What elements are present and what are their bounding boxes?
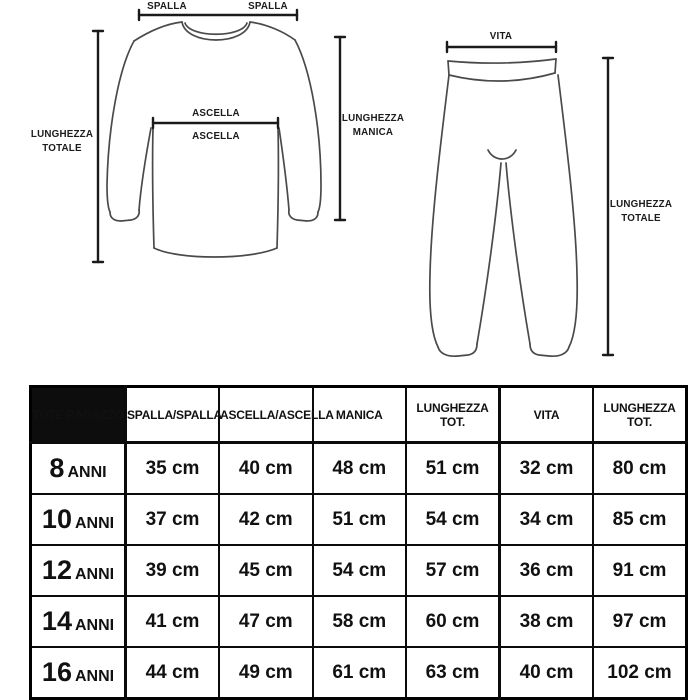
table-header-vita: VITA: [500, 387, 594, 443]
table-header-ascella: ASCELLA/ASCELLA: [219, 387, 313, 443]
pants-length-label: [610, 199, 672, 224]
table-cell: 41 cm: [126, 596, 220, 647]
shirt-chest-label-bottom: ASCELLA: [192, 131, 240, 142]
table-cell: 49 cm: [219, 647, 313, 699]
table-header-lunghezza-tot-shirt: LUNGHEZZA TOT.: [406, 387, 500, 443]
svg-text:MANICA: MANICA: [352, 127, 394, 138]
svg-text:TOTALE: TOTALE: [621, 213, 661, 224]
table-cell: 85 cm: [593, 494, 687, 545]
pants-measure-lines: [447, 42, 613, 355]
size-label: 12 ANNI: [31, 545, 126, 596]
table-cell: 57 cm: [406, 545, 500, 596]
svg-text:LUNGHEZZA: LUNGHEZZA: [609, 199, 673, 210]
size-label: 16 ANNI: [31, 647, 126, 699]
size-label: 14 ANNI: [31, 596, 126, 647]
table-row-12-anni: [31, 545, 687, 596]
table-cell: 45 cm: [219, 545, 313, 596]
size-label: 10 ANNI: [31, 494, 126, 545]
table-cell: 42 cm: [219, 494, 313, 545]
table-cell: 36 cm: [500, 545, 594, 596]
table-cell: 91 cm: [593, 545, 687, 596]
table-cell: 38 cm: [500, 596, 594, 647]
size-label: 8 ANNI: [31, 443, 126, 495]
table-row-16-anni: [31, 647, 687, 699]
table-cell: 80 cm: [593, 443, 687, 495]
svg-text:LUNGHEZZA: LUNGHEZZA: [30, 129, 94, 140]
shirt-length-label: [31, 129, 93, 154]
table-cell: 54 cm: [313, 545, 407, 596]
shirt-chest-label-top: ASCELLA: [192, 108, 240, 119]
shirt-shoulder-label-right: SPALLA: [248, 1, 288, 12]
table-cell: 40 cm: [500, 647, 594, 699]
table-cell: 97 cm: [593, 596, 687, 647]
table-row-10-anni: [31, 494, 687, 545]
table-cell: 51 cm: [313, 494, 407, 545]
table-cell: 47 cm: [219, 596, 313, 647]
table-row-14-anni: [31, 596, 687, 647]
pants-drawing: [430, 59, 577, 356]
svg-text:TOTALE: TOTALE: [42, 143, 82, 154]
table-row-8-anni: [31, 443, 687, 495]
table-cell: 60 cm: [406, 596, 500, 647]
table-cell: 39 cm: [126, 545, 220, 596]
svg-text:LUNGHEZZA: LUNGHEZZA: [341, 113, 405, 124]
shirt-shoulder-label-left: SPALLA: [147, 1, 187, 12]
table-header-lunghezza-tot-pants: LUNGHEZZA TOT.: [593, 387, 687, 443]
table-cell: 40 cm: [219, 443, 313, 495]
table-cell: 48 cm: [313, 443, 407, 495]
pants-waist-label: VITA: [489, 31, 513, 42]
table-cell: 32 cm: [500, 443, 594, 495]
table-cell: 63 cm: [406, 647, 500, 699]
table-header-manica: MANICA: [313, 387, 407, 443]
table-cell: 44 cm: [126, 647, 220, 699]
table-cell: 51 cm: [406, 443, 500, 495]
table-cell: 37 cm: [126, 494, 220, 545]
table-cell: 58 cm: [313, 596, 407, 647]
table-header-row: [31, 387, 687, 443]
size-table: [29, 385, 688, 700]
table-header-spalla: SPALLA/SPALLA: [126, 387, 220, 443]
table-cell: 34 cm: [500, 494, 594, 545]
table-cell: 102 cm: [593, 647, 687, 699]
table-header-title: TUTE RAGAZZO: [31, 387, 126, 443]
shirt-sleeve-label: [342, 113, 404, 138]
table-cell: 54 cm: [406, 494, 500, 545]
table-cell: 61 cm: [313, 647, 407, 699]
table-cell: 35 cm: [126, 443, 220, 495]
